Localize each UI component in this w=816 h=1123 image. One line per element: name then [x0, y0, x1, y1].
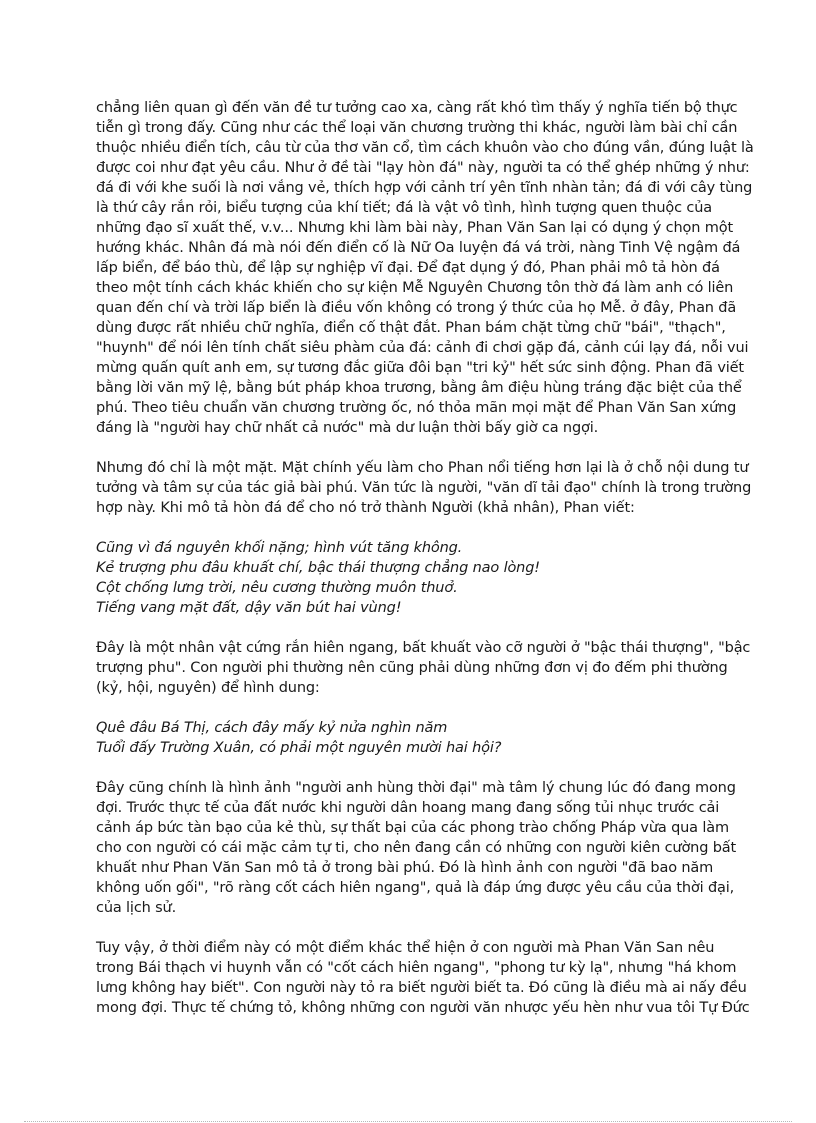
text-line: cảnh áp bức tàn bạo của kẻ thù, sự thất bại của các phong trào chống Pháp vừa qua làm	[96, 820, 729, 836]
text-line: cho con người có cái mặc cảm tự ti, cho nên đang cần có những con người kiên cường bất	[96, 840, 737, 856]
text-line: dùng được rất nhiều chữ nghĩa, điển cố thật đắt. Phan bám chặt từng chữ "bái", "thạch",	[96, 320, 726, 336]
text-line: Tuy vậy, ở thời điểm này có một điểm khác thể hiện ở con người mà Phan Văn San nêu	[96, 940, 715, 956]
text-line: được coi như đạt yêu cầu. Như ở đề tài "lạy hòn đá" này, người ta có thể ghép những ý như:	[96, 160, 750, 176]
text-line: hợp này. Khi mô tả hòn đá để cho nó trở thành Người (khả nhân), Phan viết:	[96, 500, 635, 516]
text-line: đá đi với khe suối là nơi vắng vẻ, thích hợp với cảnh trí yên tĩnh nhàn tản; đá đi với cây tùng	[96, 180, 753, 196]
document-page	[96, 98, 754, 1038]
text-line: tiễn gì trong đấy. Cũng như các thể loại văn chương trường thi khác, người làm bài chỉ cần	[96, 120, 738, 136]
text-line: những đạo sĩ xuất thế, v.v... Nhưng khi làm bài này, Phan Văn San lại có dụng ý chọn một	[96, 220, 733, 236]
verse-line: Tuổi đấy Trường Xuân, có phải một nguyên mười hai hội?	[96, 740, 502, 756]
paragraph-4	[96, 778, 737, 918]
text-line: "huynh" để nói lên tính chất siêu phàm của đá: cảnh đi chơi gặp đá, cảnh cúi lạy đá, nỗi vui	[96, 340, 749, 356]
text-line: thuộc nhiều điển tích, câu từ của thơ văn cổ, tìm cách khuôn vào cho đúng vần, đúng luật là	[96, 140, 754, 156]
text-line: (kỷ, hội, nguyên) để hình dung:	[96, 680, 320, 696]
text-line: hướng khác. Nhân đá mà nói đến điển cố là Nữ Oa luyện đá vá trời, nàng Tinh Vệ ngậm đá	[96, 240, 741, 256]
text-line: là thứ cây rắn rỏi, biểu tượng của khí tiết; đá là vật vô tình, hình tượng quen thuộc của	[96, 200, 713, 216]
verse-line: Kẻ trượng phu đâu khuất chí, bậc thái thượng chẳng nao lòng!	[96, 560, 540, 576]
text-line: Đây cũng chính là hình ảnh "người anh hùng thời đại" mà tâm lý chung lúc đó đang mong	[96, 780, 736, 796]
text-line: phú. Theo tiêu chuẩn văn chương trường ốc, nó thỏa mãn mọi mặt để Phan Văn San xứng	[96, 400, 737, 416]
paragraph-1	[96, 98, 754, 438]
verse-line: Quê đâu Bá Thị, cách đây mấy kỷ nửa nghìn năm	[96, 720, 448, 736]
text-line: lưng không hay biết". Con người này tỏ ra biết người biết ta. Đó cũng là điều mà ai nấy đều	[96, 980, 747, 996]
paragraph-5	[96, 938, 750, 1018]
text-line: chẳng liên quan gì đến văn đề tư tưởng cao xa, càng rất khó tìm thấy ý nghĩa tiến bộ thực	[96, 100, 738, 116]
text-line: lấp biển, để báo thù, để lập sự nghiệp vĩ đại. Để đạt dụng ý đó, Phan phải mô tả hòn đá	[96, 260, 720, 276]
text-line: bằng lời văn mỹ lệ, bằng bút pháp khoa trương, bằng âm điệu hùng tráng đặc biệt của thể	[96, 380, 742, 396]
text-line: đáng là "người hay chữ nhất cả nước" mà dư luận thời bấy giờ ca ngợi.	[96, 420, 599, 436]
text-line: theo một tính cách khác khiến cho sự kiện Mễ Nguyên Chương tôn thờ đá làm anh có liên	[96, 280, 734, 296]
verse-quote-1	[96, 538, 726, 618]
text-line: mong đợi. Thực tế chứng tỏ, không những con người văn nhược yếu hèn như vua tôi Tự Đức	[96, 1000, 750, 1016]
text-line: quan đến chí và trời lấp biển là điều vốn không có trong ý thức của họ Mễ. ở đây, Phan đã	[96, 300, 737, 316]
verse-line: Cũng vì đá nguyên khối nặng; hình vút tăng không.	[96, 540, 463, 556]
text-line: Nhưng đó chỉ là một mặt. Mặt chính yếu làm cho Phan nổi tiếng hơn lại là ở chỗ nội dung tư	[96, 460, 749, 476]
verse-line: Cột chống lưng trời, nêu cương thường muôn thuở.	[96, 580, 458, 596]
text-line: Đây là một nhân vật cứng rắn hiên ngang, bất khuất vào cỡ người ở "bậc thái thượng", "bậc	[96, 640, 751, 656]
verse-quote-2	[96, 718, 726, 758]
text-line: không uốn gối", "rõ ràng cốt cách hiên ngang", quả là đáp ứng được yêu cầu của thời đại,	[96, 880, 735, 896]
page-bottom-rule	[24, 1121, 792, 1122]
text-line: tưởng và tâm sự của tác giả bài phú. Văn tức là người, "văn dĩ tải đạo" chính là trong trường	[96, 480, 752, 496]
text-line: trượng phu". Con người phi thường nên cũng phải dùng những đơn vị đo đếm phi thường	[96, 660, 728, 676]
text-line: của lịch sử.	[96, 900, 177, 916]
text-line: đợi. Trước thực tế của đất nước khi người dân hoang mang đang sống tủi nhục trước cải	[96, 800, 720, 816]
paragraph-3	[96, 638, 751, 698]
text-line: khuất như Phan Văn San mô tả ở trong bài phú. Đó là hình ảnh con người "đã bao năm	[96, 860, 714, 876]
text-line: trong Bái thạch vi huynh vẫn có "cốt cách hiên ngang", "phong tư kỳ lạ", nhưng "há khom	[96, 960, 737, 976]
verse-line: Tiếng vang mặt đất, dậy văn bút hai vùng!	[96, 600, 402, 616]
text-line: mừng quấn quít anh em, sự tương đắc giữa đôi bạn "tri kỷ" hết sức sinh động. Phan đã viết	[96, 360, 744, 376]
paragraph-2	[96, 458, 752, 518]
